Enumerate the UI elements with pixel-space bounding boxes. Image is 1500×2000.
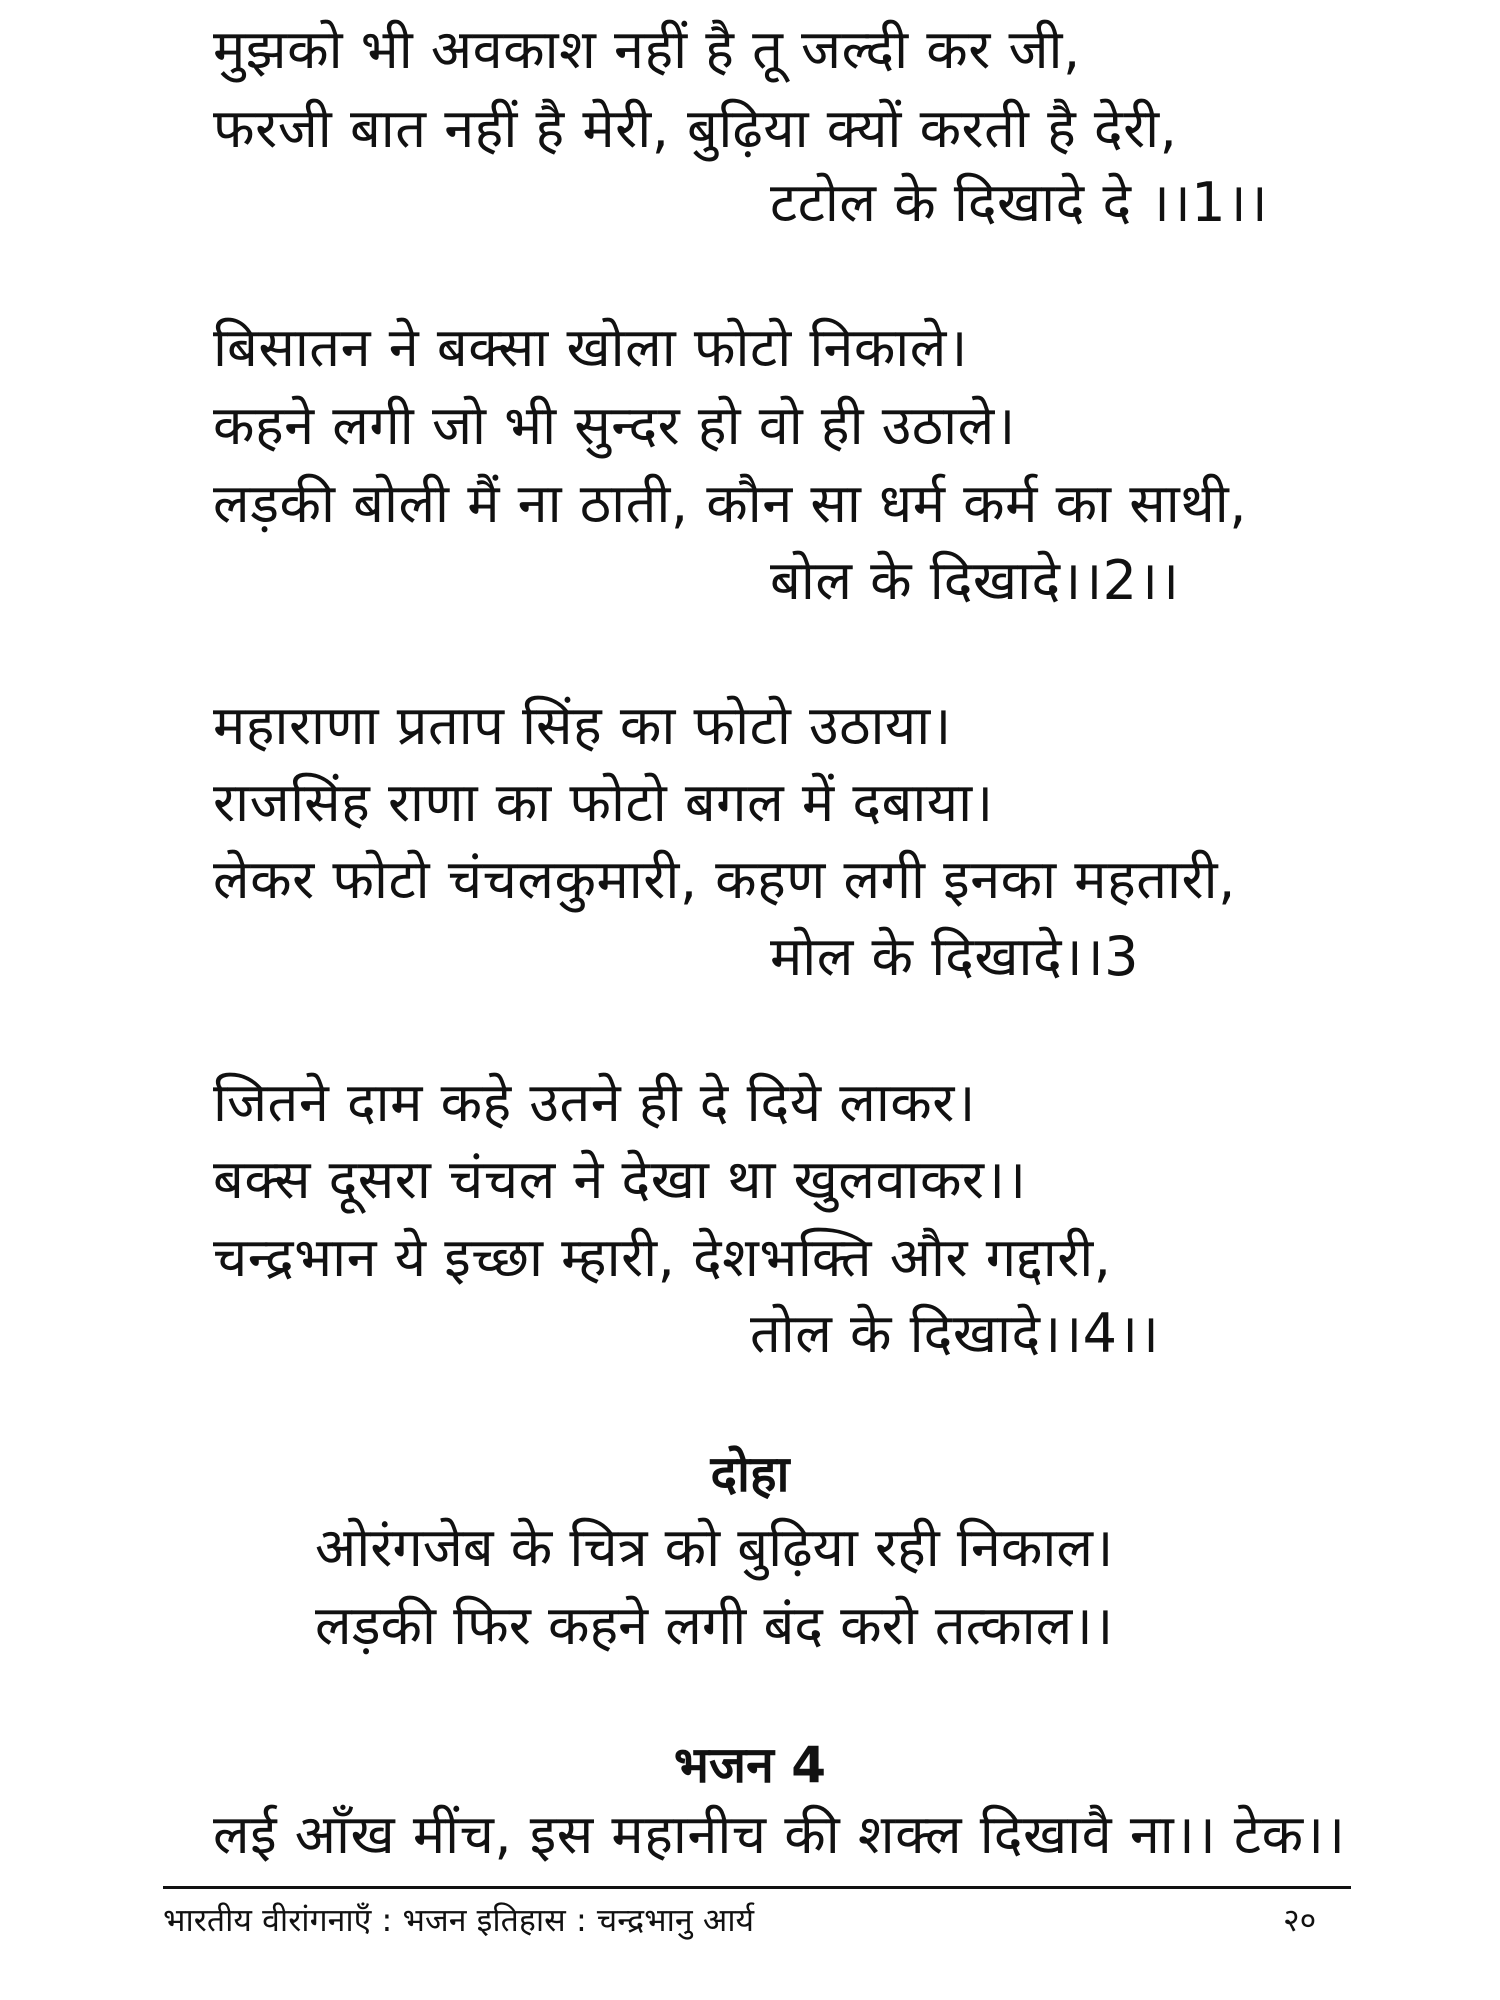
doha-heading: दोहा xyxy=(710,1445,790,1503)
tek-line: लई आँख मींच, इस महानीच की शक्ल दिखावै ना।। टेक।। xyxy=(213,1803,1346,1866)
footer-divider xyxy=(163,1886,1351,1889)
doha-line: लड़की फिर कहने लगी बंद करो तत्काल।। xyxy=(315,1594,1114,1657)
verse-line: मुझको भी अवकाश नहीं है तू जल्दी कर जी, xyxy=(213,18,1081,81)
verse-line: लड़की बोली मैं ना ठाती, कौन सा धर्म कर्म का साथी, xyxy=(213,472,1247,535)
page-number: २० xyxy=(1283,1901,1317,1939)
verse-line: चन्द्रभान ये इच्छा म्हारी, देशभक्ति और गद्दारी, xyxy=(213,1226,1112,1289)
refrain-line: तोल के दिखादे।।4।। xyxy=(750,1302,1160,1365)
verse-line: कहने लगी जो भी सुन्दर हो वो ही उठाले। xyxy=(213,394,1016,457)
refrain-line: मोल के दिखादे।।3 xyxy=(770,925,1139,988)
footer-title: भारतीय वीरांगनाएँ : भजन इतिहास : चन्द्रभानु आर्य xyxy=(163,1901,755,1939)
doha-line: ओरंगजेब के चित्र को बुढ़िया रही निकाल। xyxy=(315,1516,1114,1579)
verse-line: लेकर फोटो चंचलकुमारी, कहण लगी इनका महतारी, xyxy=(213,848,1236,911)
verse-line: बिसातन ने बक्सा खोला फोटो निकाले। xyxy=(213,316,968,379)
verse-line: राजसिंह राणा का फोटो बगल में दबाया। xyxy=(213,771,994,834)
verse-line: फरजी बात नहीं है मेरी, बुढ़िया क्यों करती है देरी, xyxy=(213,97,1178,160)
refrain-line: बोल के दिखादे।।2।। xyxy=(770,549,1180,612)
verse-line: बक्स दूसरा चंचल ने देखा था खुलवाकर।। xyxy=(213,1148,1027,1211)
refrain-line: टटोल के दिखादे दे ।।1।। xyxy=(770,171,1269,234)
verse-line: जितने दाम कहे उतने ही दे दिये लाकर। xyxy=(213,1071,976,1134)
bhajan-heading: भजन 4 xyxy=(673,1736,827,1794)
verse-line: महाराणा प्रताप सिंह का फोटो उठाया। xyxy=(213,694,952,757)
